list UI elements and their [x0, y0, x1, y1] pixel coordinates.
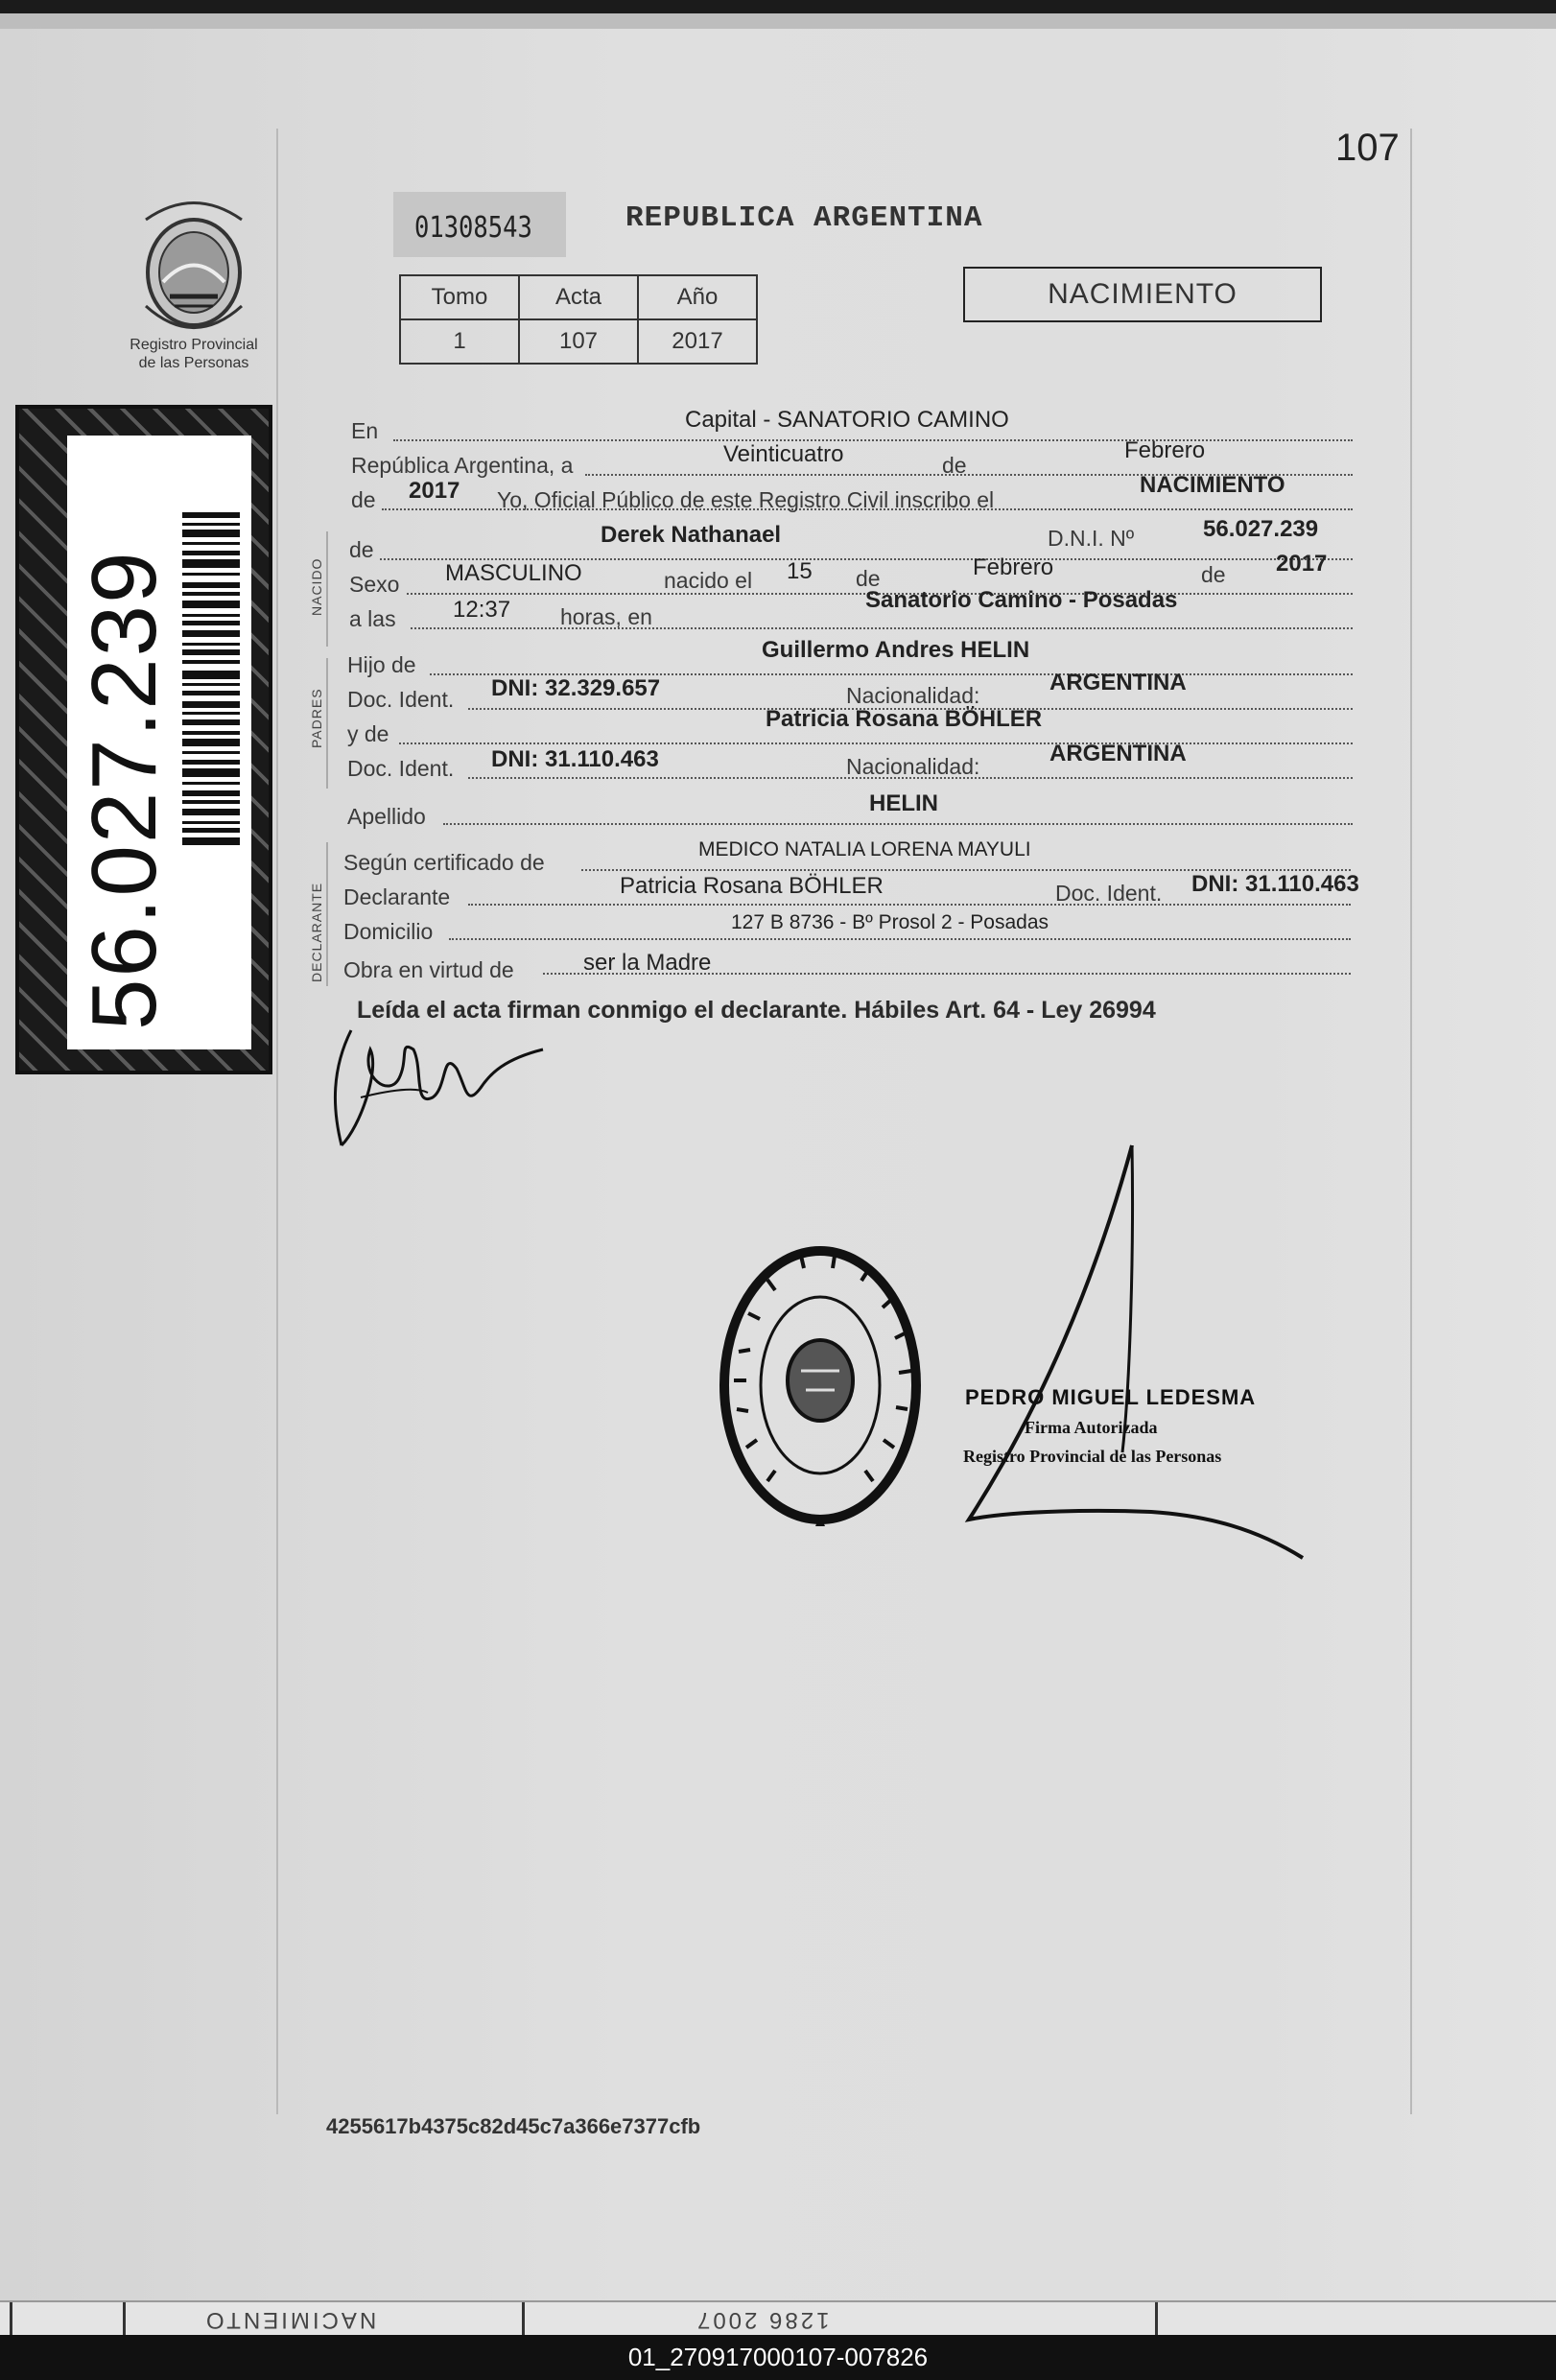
label-obra: Obra en virtud de: [343, 957, 514, 982]
official-organization: Registro Provincial de las Personas: [963, 1447, 1222, 1466]
label-doc-ident2: Doc. Ident.: [347, 756, 455, 781]
dotline: [449, 938, 1351, 940]
label-de3: de: [349, 537, 374, 562]
strip-tick: [1155, 2302, 1158, 2337]
label-apellido: Apellido: [347, 804, 426, 829]
official-stamp: [710, 1237, 931, 1534]
dotline: [411, 627, 1353, 629]
value-mother-name: Patricia Rosana BÖHLER: [766, 706, 1043, 732]
value-apellido: HELIN: [869, 790, 938, 816]
side-label-nacido: NACIDO: [309, 557, 324, 616]
label-y-de: y de: [347, 721, 389, 746]
label-domicilio: Domicilio: [343, 919, 434, 944]
bottom-strip: [0, 2300, 1556, 2335]
value-mother-dni: DNI: 31.110.463: [491, 746, 659, 772]
label-de: de: [942, 453, 967, 478]
value-birth-day: 15: [787, 558, 813, 584]
value-place: Capital - SANATORIO CAMINO: [685, 407, 1009, 433]
value-domicilio: 127 B 8736 - Bº Prosol 2 - Posadas: [731, 911, 1049, 933]
side-label-padres: PADRES: [309, 688, 324, 748]
right-margin-line: [1410, 129, 1412, 2114]
official-signature: [959, 1136, 1314, 1567]
value-birth-time: 12:37: [453, 597, 511, 623]
value-obra: ser la Madre: [583, 950, 712, 976]
dotline: [443, 823, 1353, 825]
dotline: [393, 439, 1353, 441]
value-declarante: Patricia Rosana BÖHLER: [620, 873, 884, 899]
value-dni: 56.027.239: [1203, 516, 1319, 542]
section-divider-declarante: [326, 842, 328, 986]
registry-name-line1: Registro Provincial: [130, 337, 258, 353]
value-birth-month: Febrero: [973, 554, 1054, 580]
label-de4: de: [856, 566, 881, 591]
barcode-bars: [182, 512, 240, 973]
document-type-box: NACIMIENTO: [963, 267, 1322, 322]
declarant-signature: [322, 1011, 562, 1165]
dotline: [399, 742, 1353, 744]
dotline: [468, 904, 1351, 906]
strip-tick: [123, 2302, 126, 2337]
label-sexo: Sexo: [349, 572, 400, 597]
value-anio: 2017: [638, 319, 757, 364]
value-tomo: 1: [400, 319, 519, 364]
label-nacido-el: nacido el: [664, 568, 753, 593]
legal-text: Leída el acta firman conmigo el declarante. Hábiles Art. 64 - Ley 26994: [357, 997, 1156, 1024]
value-mother-nationality: ARGENTINA: [1049, 741, 1187, 766]
record-table: [399, 274, 758, 365]
document-hash: 4255617b4375c82d45c7a366e7377cfb: [326, 2114, 701, 2138]
label-de5: de: [1201, 562, 1226, 587]
left-margin-line: [276, 129, 278, 2114]
value-acta: 107: [519, 319, 638, 364]
page-top-edge: [0, 13, 1556, 29]
value-father-name: Guillermo Andres HELIN: [762, 637, 1030, 663]
label-republic: República Argentina, a: [351, 453, 574, 478]
strip-tick: [10, 2302, 12, 2337]
official-role: Firma Autorizada: [1025, 1418, 1158, 1437]
value-certificado: MEDICO NATALIA LORENA MAYULI: [698, 838, 1031, 860]
label-inscribo: Yo, Oficial Público de este Registro Civil inscribo el: [497, 487, 995, 512]
province-emblem-icon: [127, 191, 261, 335]
barcode-panel: [15, 405, 272, 1074]
value-birth-place: Sanatorio Camino - Posadas: [865, 587, 1178, 613]
document-page: [0, 13, 1556, 2335]
label-a-las: a las: [349, 606, 396, 631]
label-de2: de: [351, 487, 376, 512]
label-horas: horas, en: [560, 604, 652, 629]
value-father-nationality: ARGENTINA: [1049, 670, 1187, 695]
barcode-label: [67, 436, 251, 1049]
strip-mirrored-number: 1286 2007: [695, 2307, 830, 2333]
strip-tick: [522, 2302, 525, 2337]
registry-name: [107, 336, 280, 372]
header-tomo: Tomo: [400, 275, 519, 319]
header-anio: Año: [638, 275, 757, 319]
value-inscribo: NACIMIENTO: [1140, 472, 1285, 498]
official-name: PEDRO MIGUEL LEDESMA: [965, 1385, 1257, 1409]
label-dni: D.N.I. Nº: [1048, 526, 1135, 551]
label-nacionalidad2: Nacionalidad:: [846, 754, 980, 779]
section-divider-padres: [326, 658, 328, 789]
record-table-header-row: [400, 275, 757, 319]
value-birth-year: 2017: [1276, 551, 1328, 577]
side-label-declarante: DECLARANTE: [309, 882, 324, 982]
label-doc-ident3: Doc. Ident.: [1055, 881, 1163, 906]
value-day-words: Veinticuatro: [723, 441, 844, 467]
barcode-number: 56.027.239: [73, 550, 176, 1030]
serial-number: 01308543: [414, 211, 532, 245]
label-certificado: Según certificado de: [343, 850, 545, 875]
label-nacionalidad: Nacionalidad:: [846, 683, 980, 708]
label-hijo-de: Hijo de: [347, 652, 416, 677]
value-year: 2017: [409, 478, 460, 504]
value-father-dni: DNI: 32.329.657: [491, 675, 661, 701]
value-month: Febrero: [1124, 437, 1206, 463]
label-declarante: Declarante: [343, 884, 451, 909]
header-acta: Acta: [519, 275, 638, 319]
registry-name-line2: de las Personas: [138, 355, 249, 371]
value-declarante-dni: DNI: 31.110.463: [1191, 871, 1359, 897]
strip-mirrored-label: NACIMIENTO: [203, 2307, 377, 2333]
footer-file-id: 01_270917000107-007826: [0, 2335, 1556, 2380]
page-number: 107: [1335, 127, 1400, 169]
country-heading: REPUBLICA ARGENTINA: [625, 201, 983, 235]
section-divider-nacido: [326, 531, 328, 647]
value-sexo: MASCULINO: [445, 560, 582, 586]
label-doc-ident: Doc. Ident.: [347, 687, 455, 712]
value-child-name: Derek Nathanael: [601, 522, 782, 548]
record-table-value-row: [400, 319, 757, 364]
label-en: En: [351, 418, 379, 443]
